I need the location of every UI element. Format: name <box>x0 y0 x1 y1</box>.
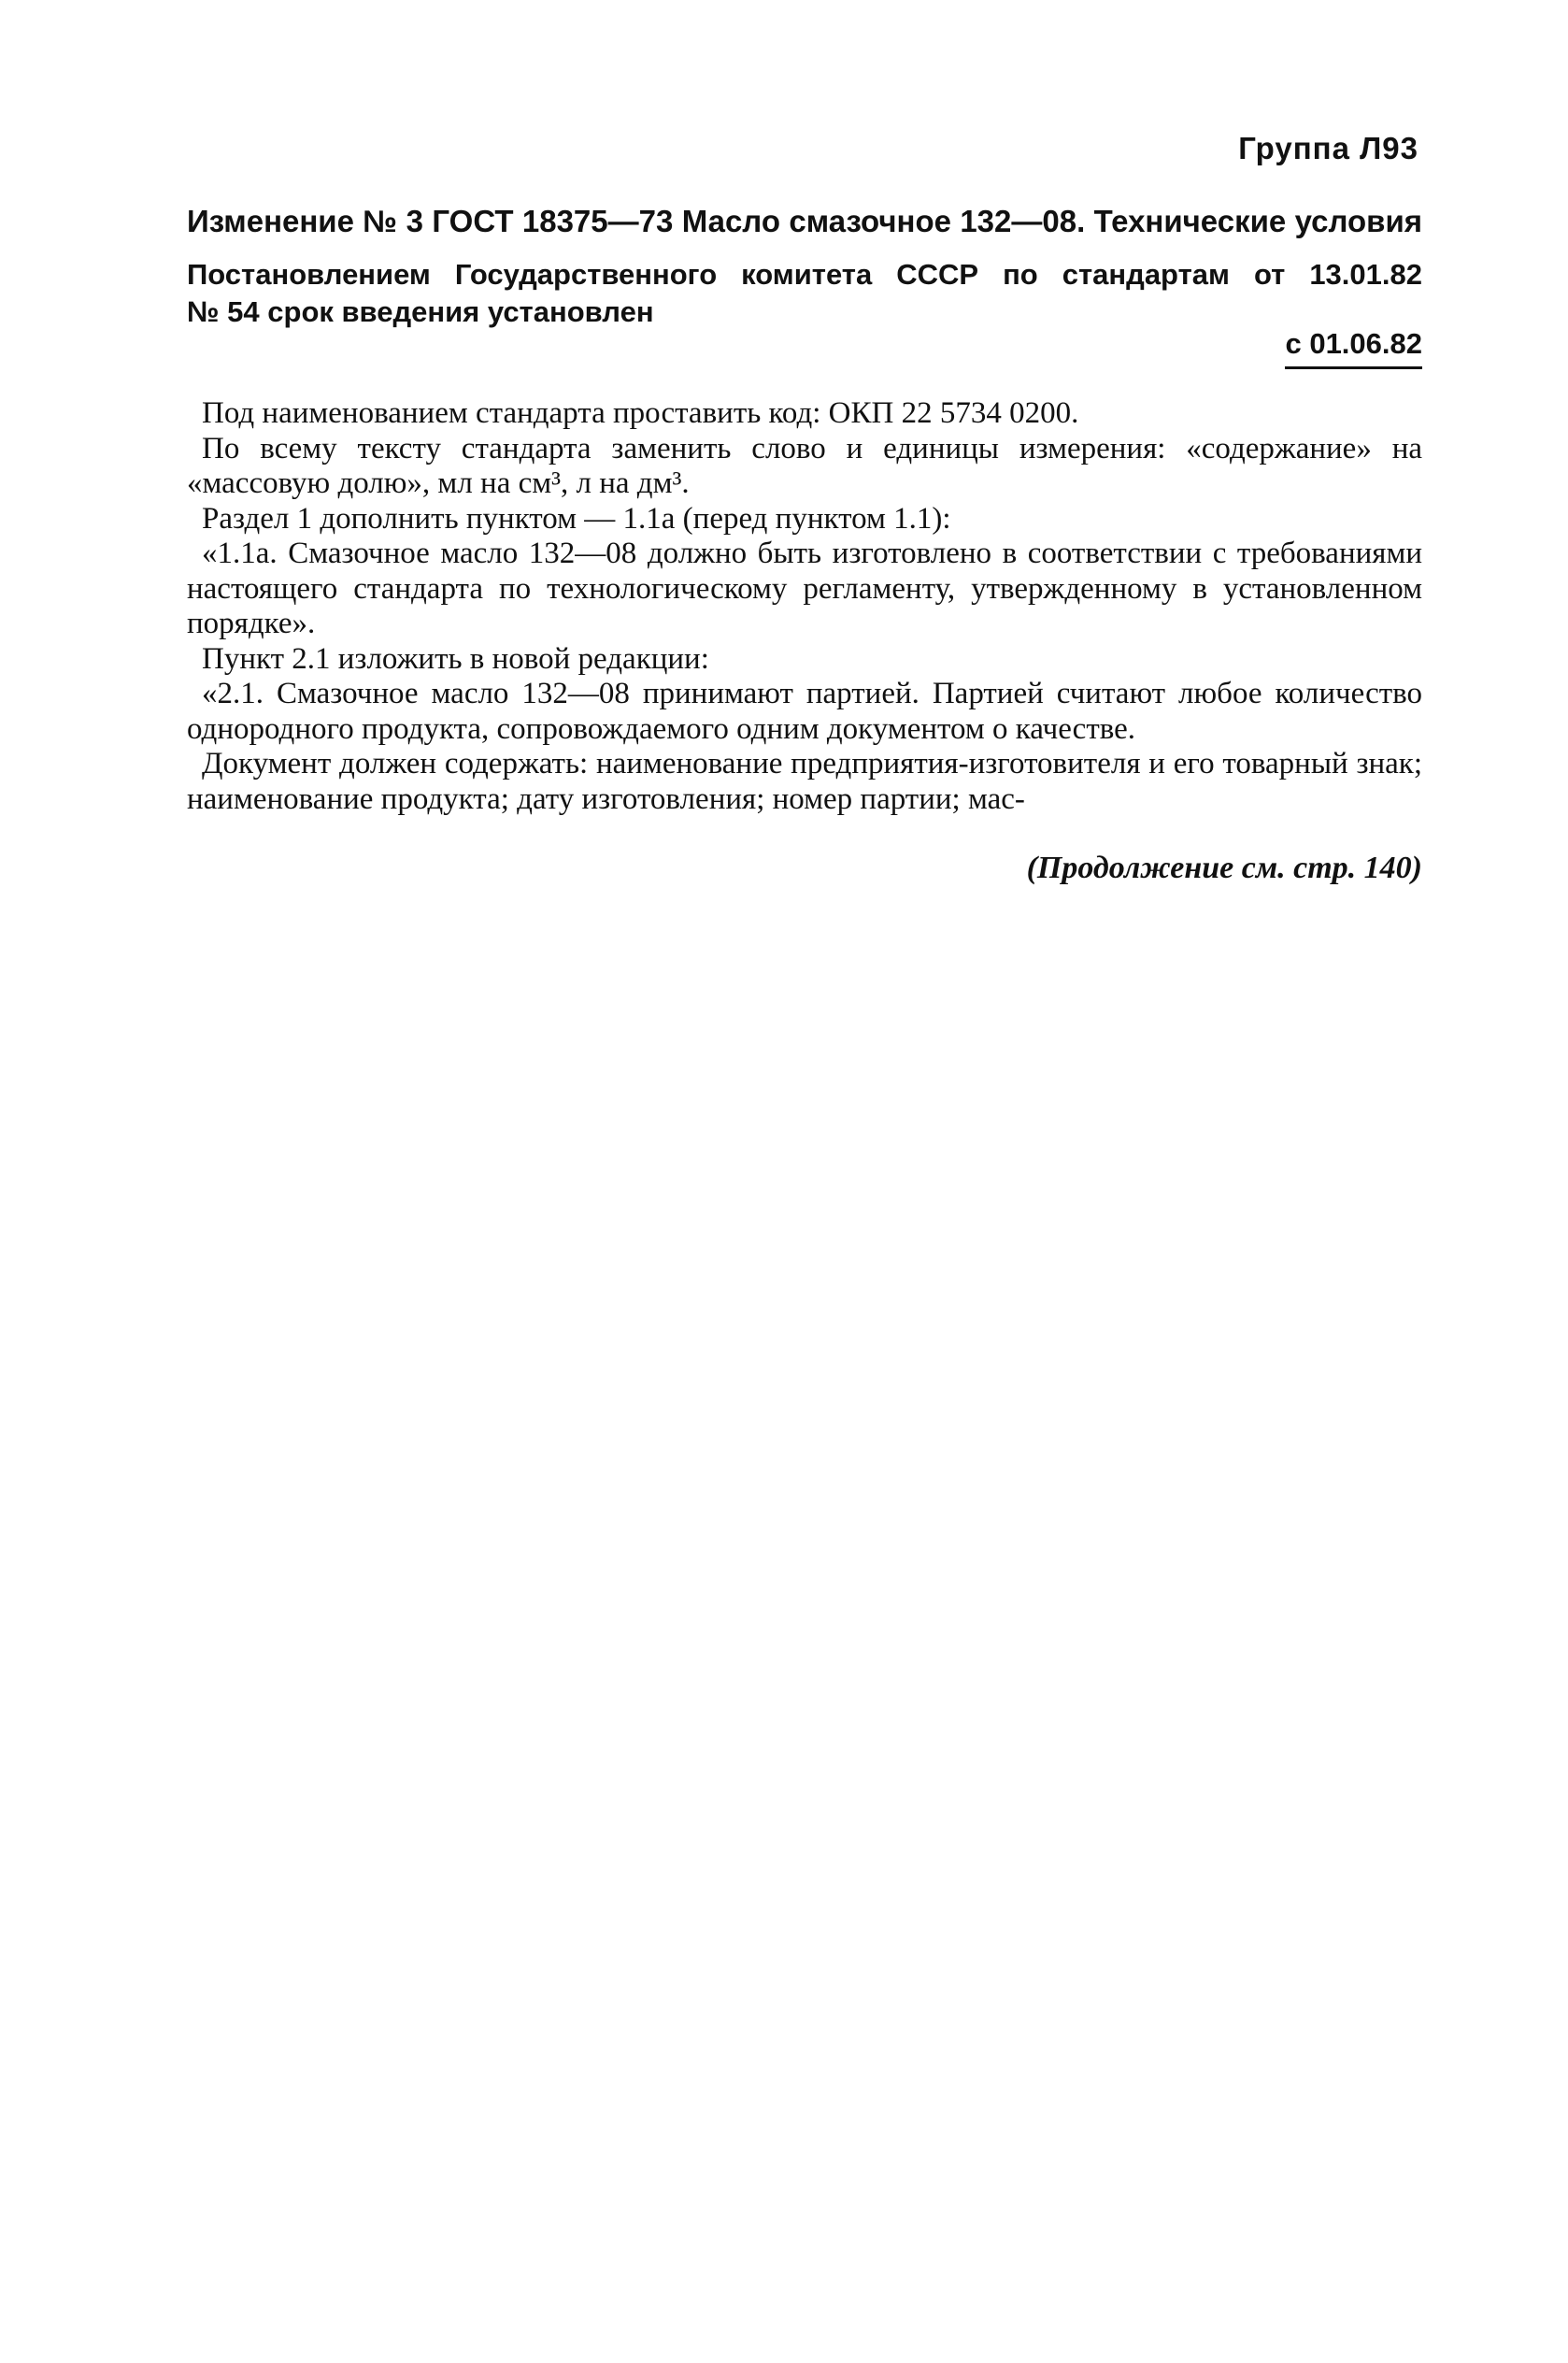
change-title: Изменение № 3 ГОСТ 18375—73 Масло смазочное 132—08. Технические условия <box>187 204 1422 238</box>
paragraph-terminology-replacement: По всему тексту стандарта заменить слово и единицы измерения: «содержание» на «массовую долю», мл на см³, л на дм³. <box>187 431 1422 500</box>
effective-date: с 01.06.82 <box>1285 327 1422 369</box>
paragraph-clause-2-1: «2.1. Смазочное масло 132—08 принимают партией. Партией считают любое количество однородного продукта, сопровождаемого одним документом о качестве. <box>187 677 1422 746</box>
decree-text-line-1: Постановлением Государственного комитета СССР по стандартам от 13.01.82 <box>187 258 1422 291</box>
paragraph-section-1-addition: Раздел 1 дополнить пунктом — 1.1а (перед пунктом 1.1): <box>202 501 951 536</box>
change-body <box>187 396 1422 817</box>
decree-text-line-2: № 54 срок введения установлен <box>187 295 654 328</box>
group-label: Группа Л93 <box>1238 131 1418 165</box>
paragraph-clause-2-1-intro: Пункт 2.1 изложить в новой редакции: <box>202 641 709 676</box>
paragraph-clause-1-1a: «1.1а. Смазочное масло 132—08 должно быть изготовлено в соответствии с требованиями настоящего стандарта по технологическому регламенту, утвержденному в установленном порядке». <box>187 537 1422 640</box>
continuation-note: (Продолжение см. стр. 140) <box>1026 851 1422 885</box>
paragraph-okp-code: Под наименованием стандарта проставить код: ОКП 22 5734 0200. <box>202 396 1079 430</box>
paragraph-document-requirements: Документ должен содержать: наименование предприятия-изготовителя и его товарный знак; наименование продукта; дату изготовления; номер партии; мас- <box>187 747 1422 816</box>
